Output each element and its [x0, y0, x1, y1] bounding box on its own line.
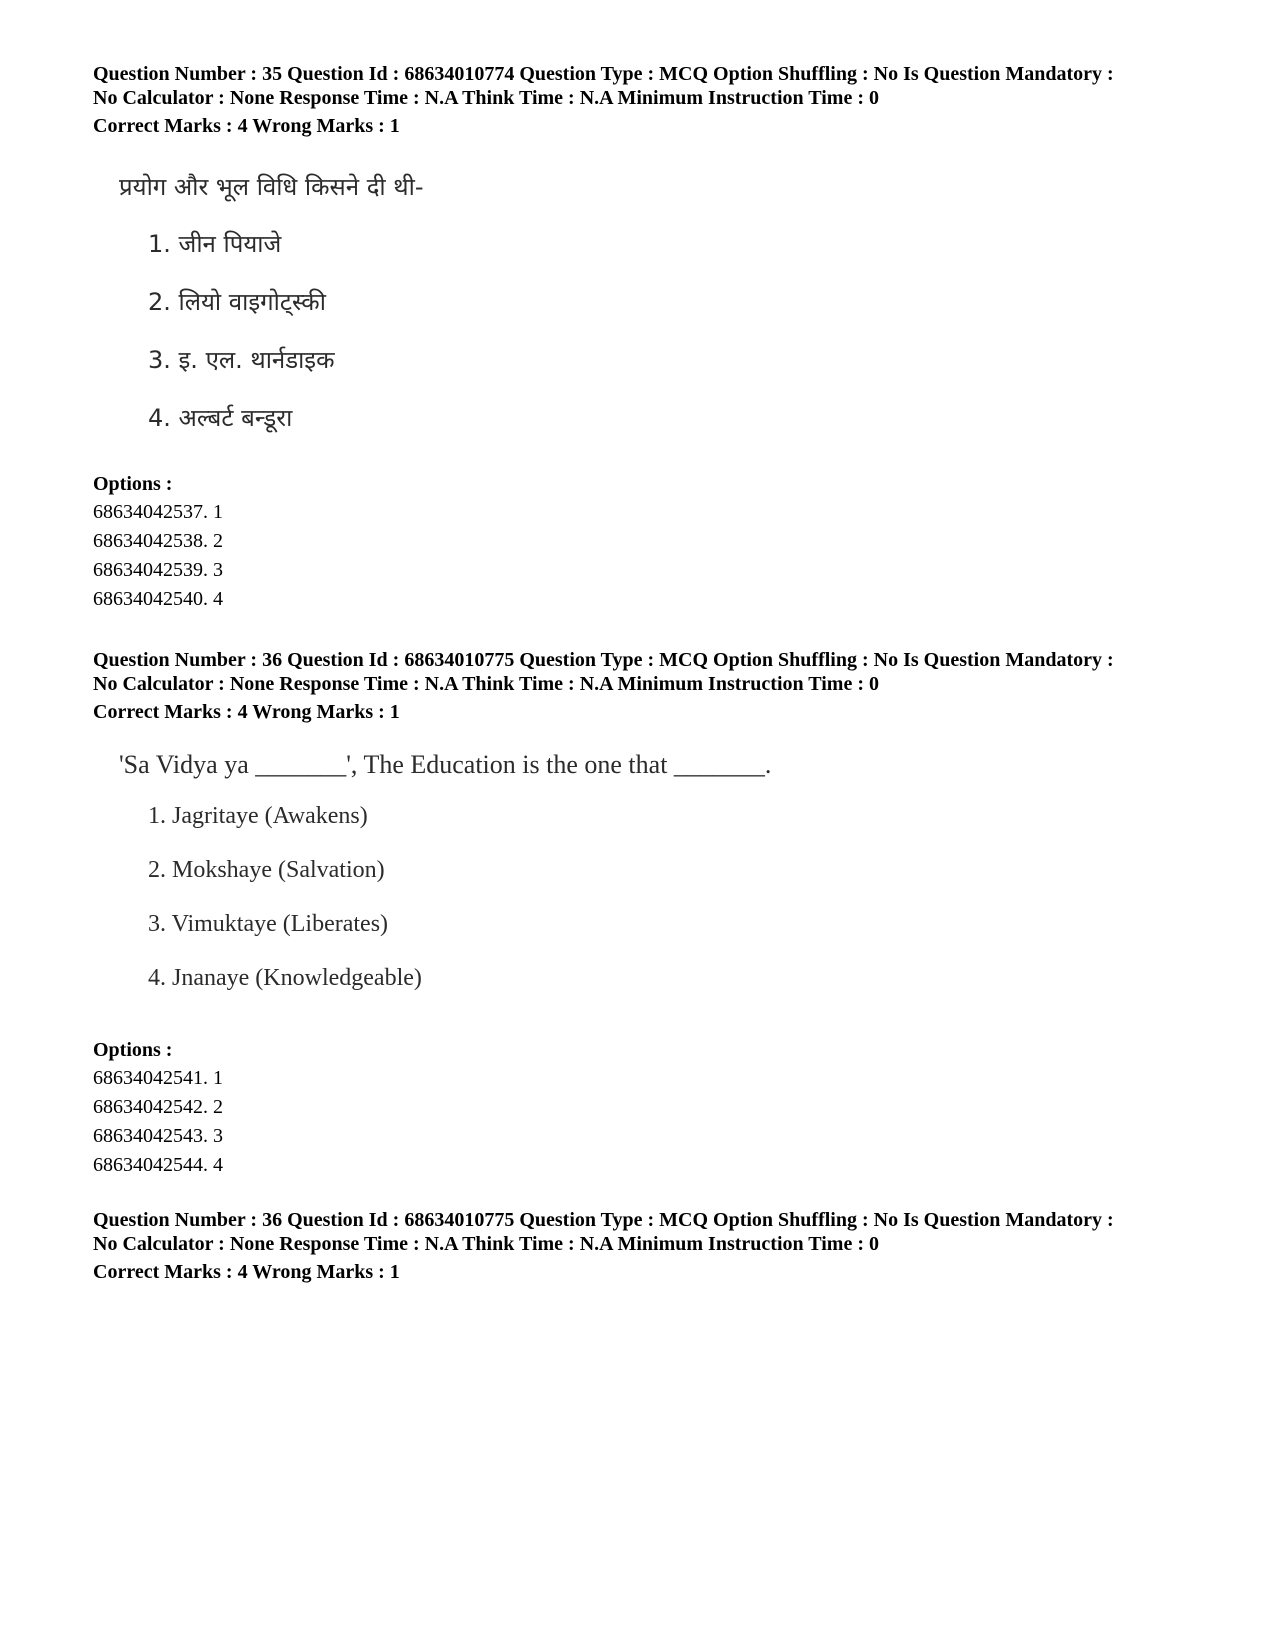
- question-meta-line-1: Question Number : 36 Question Id : 68634010775 Question Type : MCQ Option Shuffling : No Is Question Mandatory :: [93, 649, 1114, 671]
- options-label: Options :: [93, 473, 173, 495]
- question-content-image: [93, 746, 1203, 1036]
- option-item: 68634042538. 2: [93, 530, 223, 552]
- question-choice: 2. Mokshaye (Salvation): [148, 857, 385, 883]
- question-choice: 3. इ. एल. थार्नडाइक: [148, 346, 335, 374]
- question-meta-line-2: No Calculator : None Response Time : N.A Think Time : N.A Minimum Instruction Time : 0: [93, 1233, 879, 1255]
- question-meta-line-2: No Calculator : None Response Time : N.A Think Time : N.A Minimum Instruction Time : 0: [93, 87, 879, 109]
- question-marks: Correct Marks : 4 Wrong Marks : 1: [93, 115, 400, 137]
- option-item: 68634042542. 2: [93, 1096, 223, 1118]
- question-choice: 4. Jnanaye (Knowledgeable): [148, 965, 422, 991]
- question-choice: 3. Vimuktaye (Liberates): [148, 911, 389, 937]
- option-item: 68634042544. 4: [93, 1154, 223, 1176]
- question-36: [93, 648, 1203, 1180]
- question-choice: 1. Jagritaye (Awakens): [148, 803, 368, 829]
- option-item: 68634042543. 3: [93, 1125, 223, 1147]
- question-meta-line-1: Question Number : 36 Question Id : 68634010775 Question Type : MCQ Option Shuffling : No Is Question Mandatory :: [93, 1209, 1114, 1231]
- option-item: 68634042540. 4: [93, 588, 223, 610]
- question-35: [93, 62, 1203, 614]
- options-label: Options :: [93, 1039, 173, 1061]
- option-item: 68634042539. 3: [93, 559, 223, 581]
- question-meta-line-1: Question Number : 35 Question Id : 68634010774 Question Type : MCQ Option Shuffling : No Is Question Mandatory :: [93, 63, 1114, 85]
- question-stem: प्रयोग और भूल विधि किसने दी थी-: [119, 173, 424, 201]
- question-choice: 1. जीन पियाजे: [148, 230, 282, 258]
- options-list: [93, 1064, 1203, 1180]
- question-content-image: [93, 160, 1203, 470]
- question-marks: Correct Marks : 4 Wrong Marks : 1: [93, 1261, 400, 1283]
- option-item: 68634042541. 1: [93, 1067, 223, 1089]
- question-marks: Correct Marks : 4 Wrong Marks : 1: [93, 701, 400, 723]
- question-meta-line-2: No Calculator : None Response Time : N.A Think Time : N.A Minimum Instruction Time : 0: [93, 673, 879, 695]
- question-stem: 'Sa Vidya ya _______', The Education is the one that _______.: [119, 750, 772, 779]
- question-choice: 4. अल्बर्ट बन्डूरा: [148, 404, 293, 432]
- option-item: 68634042537. 1: [93, 501, 223, 523]
- question-choice: 2. लियो वाइगोट्स्की: [148, 288, 326, 316]
- options-list: [93, 498, 1203, 614]
- question-36-repeat: [93, 1208, 1203, 1284]
